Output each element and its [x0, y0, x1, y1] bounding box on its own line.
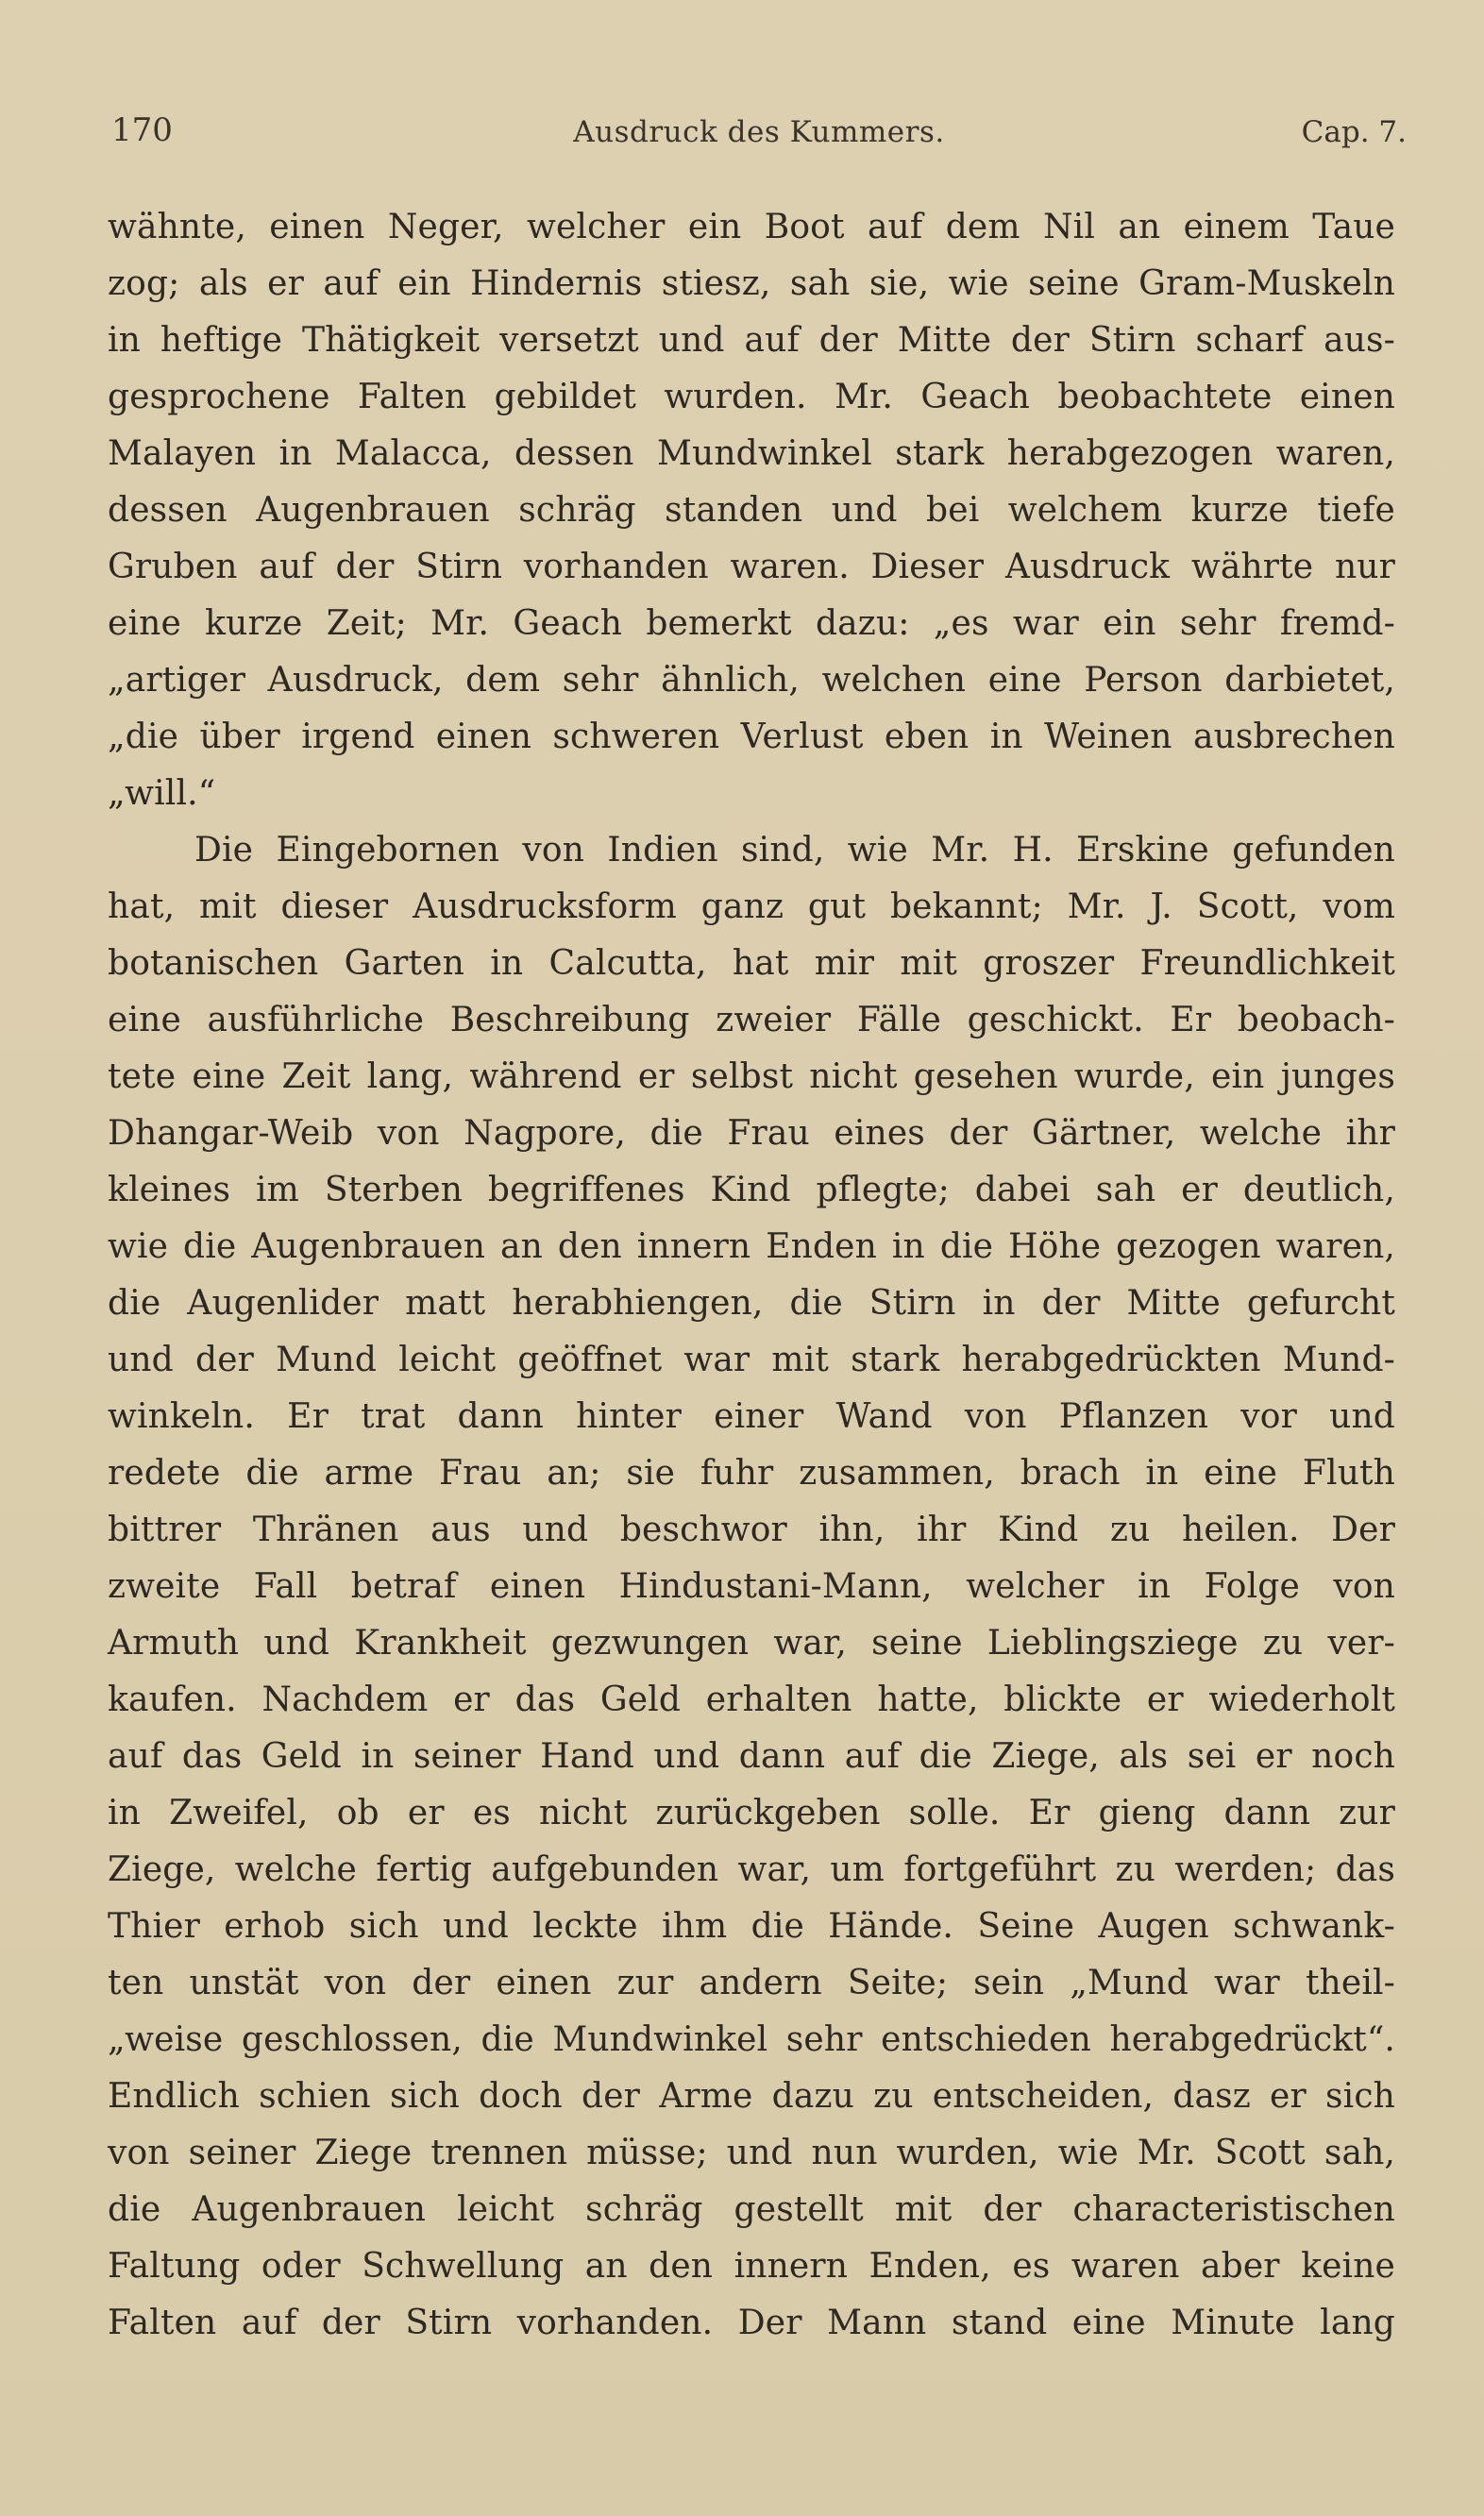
text-line: dessen Augenbrauen schräg standen und bei welchem kurze tiefe: [108, 491, 1395, 530]
text-line: eine ausführliche Beschreibung zweier Fälle geschickt. Er beobach-: [108, 1001, 1395, 1039]
text-line: Endlich schien sich doch der Arme dazu zu entscheiden, dasz er sich: [108, 2077, 1395, 2116]
text-line: hat, mit dieser Ausdrucksform ganz gut bekannt; Mr. J. Scott, vom: [108, 887, 1395, 926]
text-line: von seiner Ziege trennen müsse; und nun wurden, wie Mr. Scott sah,: [108, 2134, 1395, 2172]
text-line: winkeln. Er trat dann hinter einer Wand von Pflanzen vor und: [108, 1397, 1395, 1436]
text-line: zog; als er auf ein Hindernis stiesz, sah sie, wie seine Gram-Muskeln: [108, 264, 1395, 303]
text-line: botanischen Garten in Calcutta, hat mir mit groszer Freundlichkeit: [108, 944, 1395, 983]
text-line: „weise geschlossen, die Mundwinkel sehr entschieden herabgedrückt“.: [108, 2020, 1395, 2059]
text-line: Gruben auf der Stirn vorhanden waren. Dieser Ausdruck währte nur: [108, 548, 1395, 586]
running-title: Ausdruck des Kummers.: [573, 115, 945, 149]
text-line: die Augenlider matt herabhiengen, die Stirn in der Mitte gefurcht: [108, 1284, 1395, 1323]
text-line: in Zweifel, ob er es nicht zurückgeben solle. Er gieng dann zur: [108, 1794, 1395, 1832]
text-line: kleines im Sterben begriffenes Kind pflegte; dabei sah er deutlich,: [108, 1171, 1395, 1209]
text-line: in heftige Thätigkeit versetzt und auf der Mitte der Stirn scharf aus-: [108, 321, 1395, 360]
text-line: Faltung oder Schwellung an den innern Enden, es waren aber keine: [108, 2247, 1395, 2286]
text-line: „die über irgend einen schweren Verlust eben in Weinen ausbrechen: [108, 718, 1395, 756]
text-line: bittrer Thränen aus und beschwor ihn, ihr Kind zu heilen. Der: [108, 1511, 1395, 1549]
text-line: eine kurze Zeit; Mr. Geach bemerkt dazu: „es war ein sehr fremd-: [108, 604, 1395, 643]
page-number: 170: [111, 111, 173, 149]
text-line: „artiger Ausdruck, dem sehr ähnlich, welchen eine Person darbietet,: [108, 661, 1395, 700]
text-line: Falten auf der Stirn vorhanden. Der Mann stand eine Minute lang: [108, 2304, 1395, 2342]
text-line: kaufen. Nachdem er das Geld erhalten hatte, blickte er wiederholt: [108, 1680, 1395, 1719]
text-line: Dhangar-Weib von Nagpore, die Frau eines der Gärtner, welche ihr: [108, 1114, 1395, 1153]
page-header: [111, 111, 1407, 159]
text-line: Armuth und Krankheit gezwungen war, seine Lieblingsziege zu ver-: [108, 1624, 1395, 1663]
chapter-label: Cap. 7.: [1301, 115, 1407, 149]
text-line: ten unstät von der einen zur andern Seite; sein „Mund war theil-: [108, 1964, 1395, 2002]
text-line: Malayen in Malacca, dessen Mundwinkel stark herabgezogen waren,: [108, 434, 1395, 473]
text-line: und der Mund leicht geöffnet war mit stark herabgedrückten Mund-: [108, 1341, 1395, 1379]
text-line: auf das Geld in seiner Hand und dann auf die Ziege, als sei er noch: [108, 1737, 1395, 1776]
text-line: die Augenbrauen leicht schräg gestellt mit der characteristischen: [108, 2190, 1395, 2229]
text-line: Ziege, welche fertig aufgebunden war, um fortgeführt zu werden; das: [108, 1850, 1395, 1889]
text-line: gesprochene Falten gebildet wurden. Mr. Geach beobachtete einen: [108, 378, 1395, 416]
text-line: wie die Augenbrauen an den innern Enden in die Höhe gezogen waren,: [108, 1227, 1395, 1266]
text-line: zweite Fall betraf einen Hindustani-Mann, welcher in Folge von: [108, 1567, 1395, 1606]
text-line: Thier erhob sich und leckte ihm die Hände. Seine Augen schwank-: [108, 1907, 1395, 1946]
text-line: Die Eingebornen von Indien sind, wie Mr. H. Erskine gefunden: [194, 831, 1395, 870]
text-line: redete die arme Frau an; sie fuhr zusammen, brach in eine Fluth: [108, 1454, 1395, 1493]
text-line: „will.“: [108, 774, 216, 813]
text-line: wähnte, einen Neger, welcher ein Boot auf dem Nil an einem Taue: [108, 208, 1395, 246]
body-text: [108, 199, 1395, 2352]
text-line: tete eine Zeit lang, während er selbst nicht gesehen wurde, ein junges: [108, 1057, 1395, 1096]
